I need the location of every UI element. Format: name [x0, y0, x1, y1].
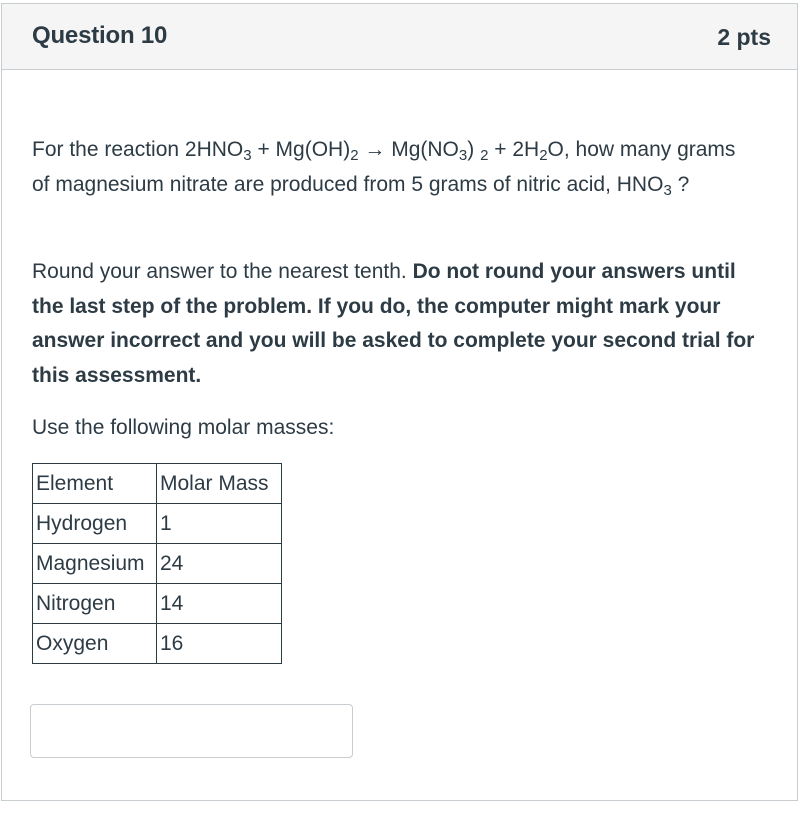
- question-title: Question 10: [32, 22, 168, 49]
- prompt-subscript: 2: [480, 147, 489, 164]
- molar-mass-cell: 14: [157, 584, 282, 624]
- instructions-warning: Do not round your answers until the last step of the problem. If you do, the computer might mark your answer incorrect and you will be asked to complete your second trial for this assessment.: [32, 260, 755, 387]
- prompt-subscript: 2: [350, 147, 359, 164]
- prompt-text: + Mg(OH): [251, 138, 351, 161]
- table-header-row: [33, 464, 282, 504]
- prompt-text: ): [467, 138, 481, 161]
- table-row: [33, 624, 282, 664]
- question-card: [1, 3, 798, 801]
- column-header-molar-mass: Molar Mass: [157, 464, 282, 504]
- answer-input[interactable]: [30, 704, 353, 758]
- element-cell: Hydrogen: [33, 504, 157, 544]
- prompt-subscript: 2: [539, 147, 548, 164]
- question-prompt: [32, 132, 757, 202]
- molar-mass-cell: 24: [157, 544, 282, 584]
- table-row: [33, 584, 282, 624]
- prompt-subscript: 3: [243, 147, 252, 164]
- prompt-text: For the reaction 2HNO: [32, 138, 244, 161]
- prompt-text: → Mg(NO: [358, 138, 459, 161]
- molar-masses-intro: Use the following molar masses:: [32, 416, 335, 439]
- element-cell: Oxygen: [33, 624, 157, 664]
- prompt-text: O, how many grams of magnesium nitrate are produced from 5 grams of nitric acid, HNO: [32, 138, 736, 196]
- column-header-element: Element: [33, 464, 157, 504]
- prompt-text: + 2H: [488, 138, 540, 161]
- molar-mass-table: [32, 463, 282, 664]
- prompt-text: ?: [671, 173, 690, 196]
- question-header: [2, 4, 797, 70]
- molar-mass-cell: 16: [157, 624, 282, 664]
- table-row: [33, 544, 282, 584]
- element-cell: Nitrogen: [33, 584, 157, 624]
- question-points: 2 pts: [717, 24, 771, 50]
- prompt-subscript: 3: [663, 182, 672, 199]
- table-row: [33, 504, 282, 544]
- instructions-plain: Round your answer to the nearest tenth.: [32, 260, 413, 283]
- rounding-instructions: [32, 255, 762, 393]
- prompt-subscript: 3: [458, 147, 468, 164]
- molar-mass-cell: 1: [157, 504, 282, 544]
- element-cell: Magnesium: [33, 544, 157, 584]
